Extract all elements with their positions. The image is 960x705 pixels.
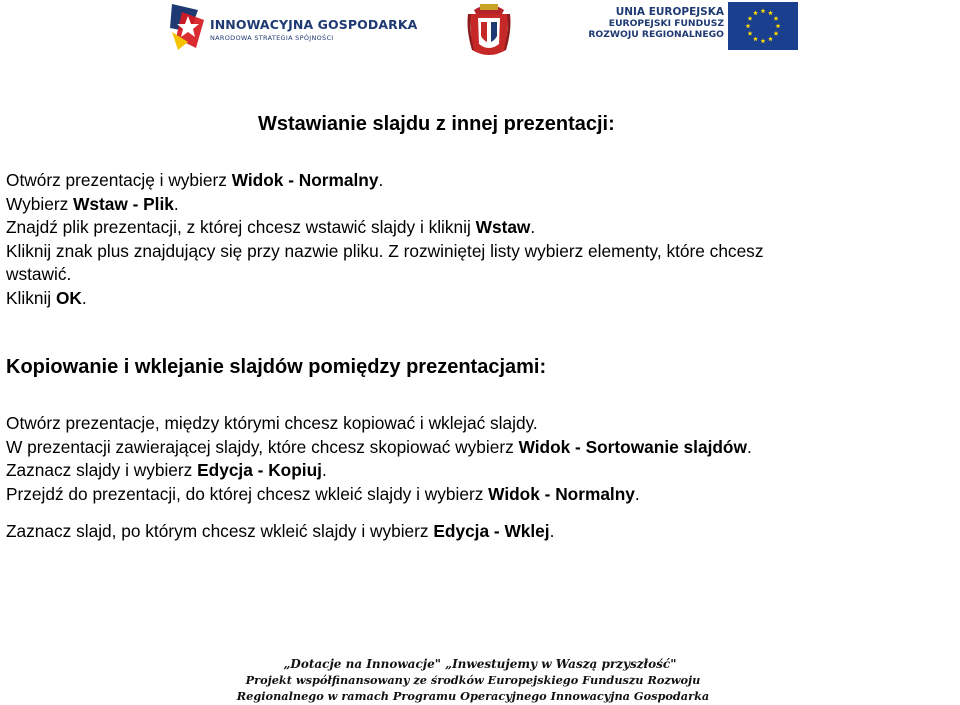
logo-header	[0, 0, 960, 64]
eu-fund-logo	[588, 2, 798, 52]
eu-logo-line3: ROZWOJU REGIONALNEGO	[588, 29, 724, 40]
footer-slogan: „Dotacje na Innowacje" „Inwestujemy w Waszą przyszłość"	[283, 657, 677, 671]
ig-logo-title: INNOWACYJNA GOSPODARKA	[210, 17, 418, 32]
section1-line: wstawić.	[6, 264, 72, 285]
section2-line: W prezentacji zawierającej slajdy, które chcesz skopiować wybierz Widok - Sortowanie slajdów.	[6, 436, 752, 457]
section2-instructions	[6, 412, 946, 506]
section1-heading: Wstawianie slajdu z innej prezentacji:	[258, 113, 615, 135]
section2-line: Zaznacz slajdy i wybierz Edycja - Kopiuj.	[6, 460, 327, 481]
section2-line: Otwórz prezentacje, między którymi chcesz kopiować i wklejać slajdy.	[6, 413, 538, 433]
eu-logo-line2: EUROPEJSKI FUNDUSZ	[608, 18, 724, 29]
footer-program-line: Regionalnego w ramach Programu Operacyjnego Innowacyjna Gospodarka	[236, 689, 710, 703]
innowacyjna-gospodarka-logo	[168, 2, 418, 54]
section1-line: Kliknij OK.	[6, 287, 87, 308]
eu-flag-icon	[728, 2, 798, 50]
coat-of-arms-icon	[466, 0, 512, 60]
section2-line: Przejdź do prezentacji, do której chcesz wkleić slajdy i wybierz Widok - Normalny.	[6, 483, 640, 504]
section2-last-line: Zaznacz slajd, po którym chcesz wkleić slajdy i wybierz Edycja - Wklej.	[6, 521, 555, 541]
eu-logo-line1: UNIA EUROPEJSKA	[615, 6, 724, 18]
section1-instructions	[6, 169, 946, 311]
footer-cofinancing-line: Projekt współfinansowany ze środków Europejskiego Funduszu Rozwoju	[245, 673, 701, 687]
section1-line: Otwórz prezentację i wybierz Widok - Normalny.	[6, 170, 384, 190]
section1-line: Znajdź plik prezentacji, z której chcesz wstawić slajdy i kliknij Wstaw.	[6, 217, 536, 238]
section1-line: Wybierz Wstaw - Plik.	[6, 193, 179, 214]
ig-logo-subtitle: NARODOWA STRATEGIA SPÓJNOŚCI	[210, 34, 334, 42]
section1-line: Kliknij znak plus znajdujący się przy nazwie pliku. Z rozwiniętej listy wybierz elementy, które chcesz	[6, 240, 764, 261]
funding-footer	[0, 656, 960, 704]
section2-heading: Kopiowanie i wklejanie slajdów pomiędzy prezentacjami:	[6, 356, 547, 378]
star-logo-icon	[168, 2, 208, 52]
